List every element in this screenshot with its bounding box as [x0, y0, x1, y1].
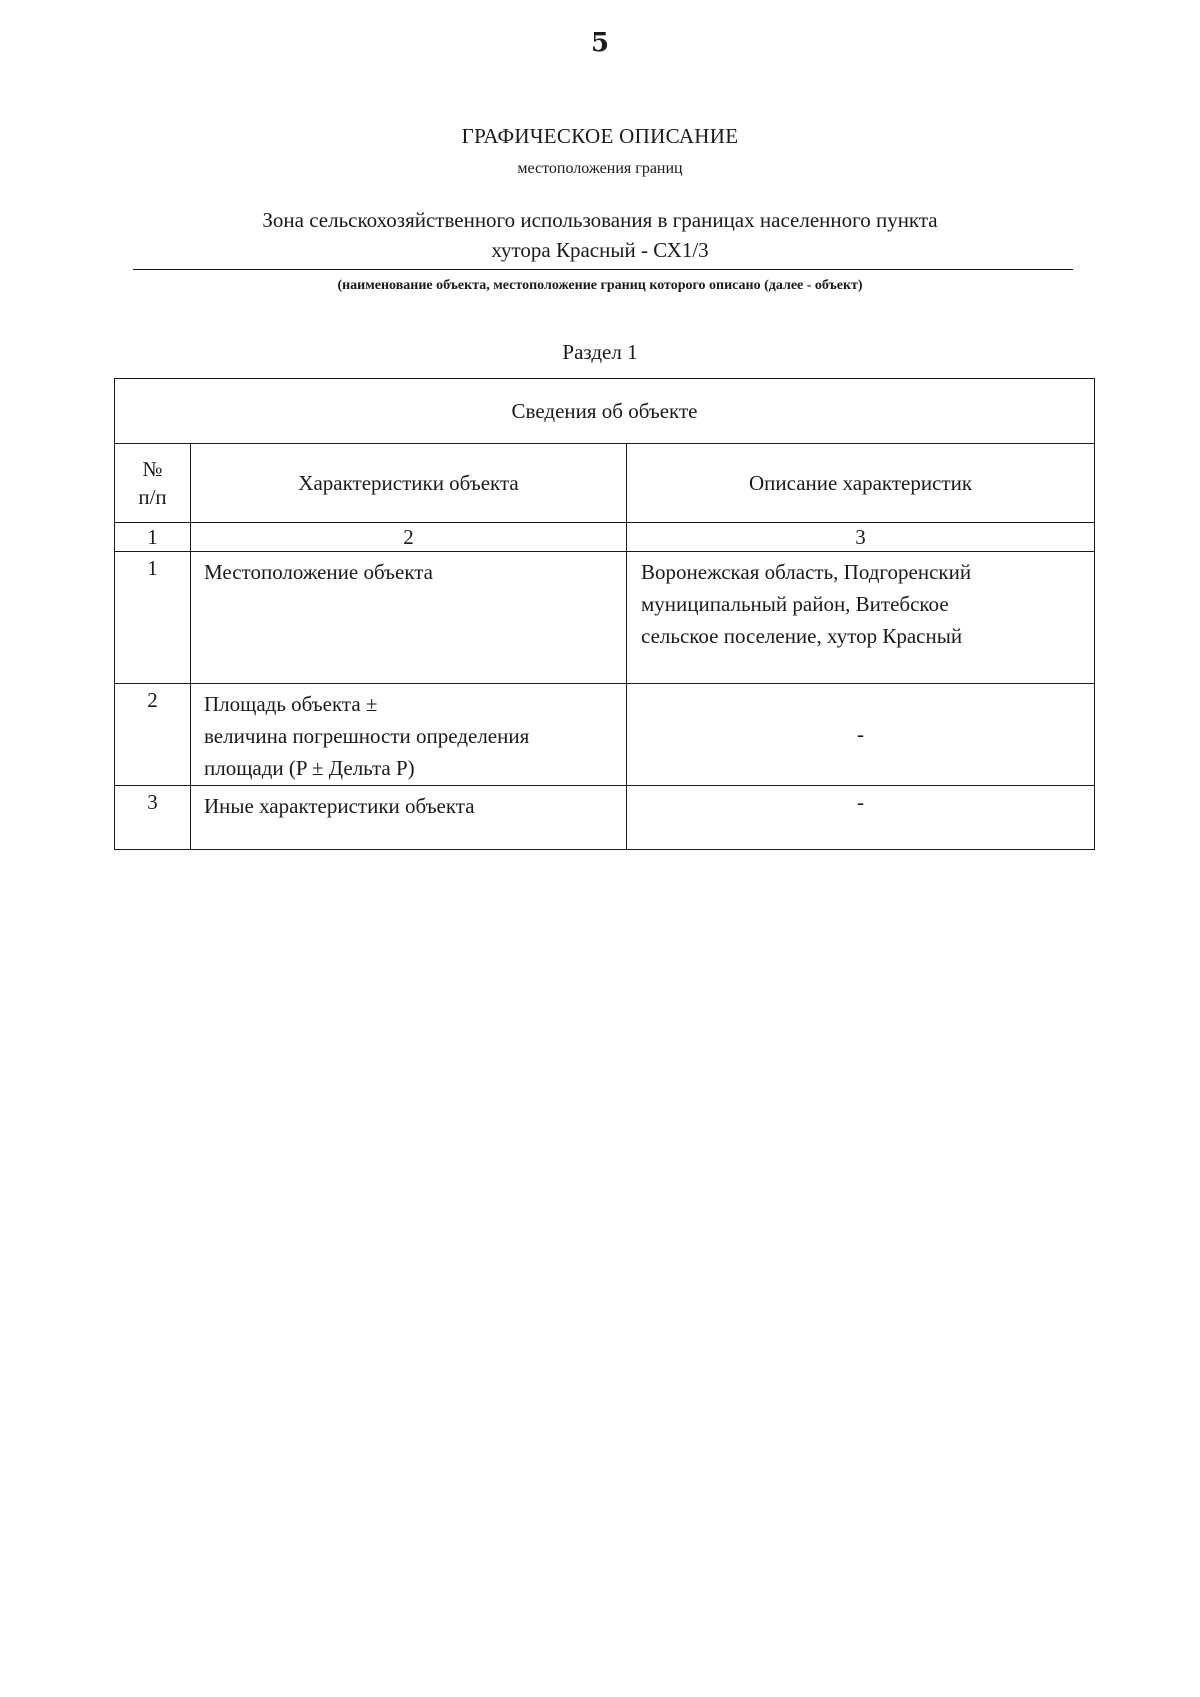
column-number-1: 1 [115, 523, 191, 552]
table-title: Сведения об объекте [115, 379, 1095, 444]
object-name-line-1: Зона сельскохозяйственного использования в границах населенного пункта [262, 208, 938, 232]
row-number: 1 [115, 552, 191, 684]
row-characteristic-line-3: площади (P ± Дельта P) [204, 756, 415, 780]
table-row [115, 786, 1095, 850]
row-characteristic: Иные характеристики объекта [191, 786, 627, 850]
column-header-number-line-1: № [142, 457, 163, 481]
column-header-number [115, 444, 191, 523]
object-name-line-2: хутора Красный - СХ1/3 [491, 238, 709, 262]
row-description-line-2: муниципальный район, Витебское [641, 592, 949, 616]
object-info-table [114, 378, 1095, 850]
row-characteristic [191, 684, 627, 786]
page-number: 5 [590, 28, 610, 58]
object-name [0, 205, 1200, 265]
row-number: 3 [115, 786, 191, 850]
row-characteristic-line-1: Площадь объекта ± [204, 692, 378, 716]
column-number-2: 2 [191, 523, 627, 552]
section-label: Раздел 1 [562, 340, 638, 364]
row-description-line-3: сельское поселение, хутор Красный [641, 624, 963, 648]
column-number-3: 3 [627, 523, 1095, 552]
row-characteristic: Местоположение объекта [191, 552, 627, 684]
column-header-number-line-2: п/п [138, 485, 167, 509]
column-numbering-row [115, 523, 1095, 552]
table-row [115, 684, 1095, 786]
object-name-caption: (наименование объекта, местоположение границ которого описано (далее - объект) [337, 278, 863, 293]
column-header-characteristic: Характеристики объекта [191, 444, 627, 523]
row-description: - [627, 684, 1095, 786]
table-header-row [115, 444, 1095, 523]
row-description-line-1: Воронежская область, Подгоренский [641, 560, 972, 584]
row-characteristic-line-2: величина погрешности определения [204, 724, 530, 748]
document-title: ГРАФИЧЕСКОЕ ОПИСАНИЕ [461, 124, 739, 148]
table-row [115, 552, 1095, 684]
row-description [627, 552, 1095, 684]
document-subtitle: местоположения границ [517, 160, 683, 177]
row-number: 2 [115, 684, 191, 786]
object-name-underline [133, 269, 1073, 270]
table-title-row [115, 379, 1095, 444]
row-description: - [627, 786, 1095, 850]
column-header-description: Описание характеристик [627, 444, 1095, 523]
